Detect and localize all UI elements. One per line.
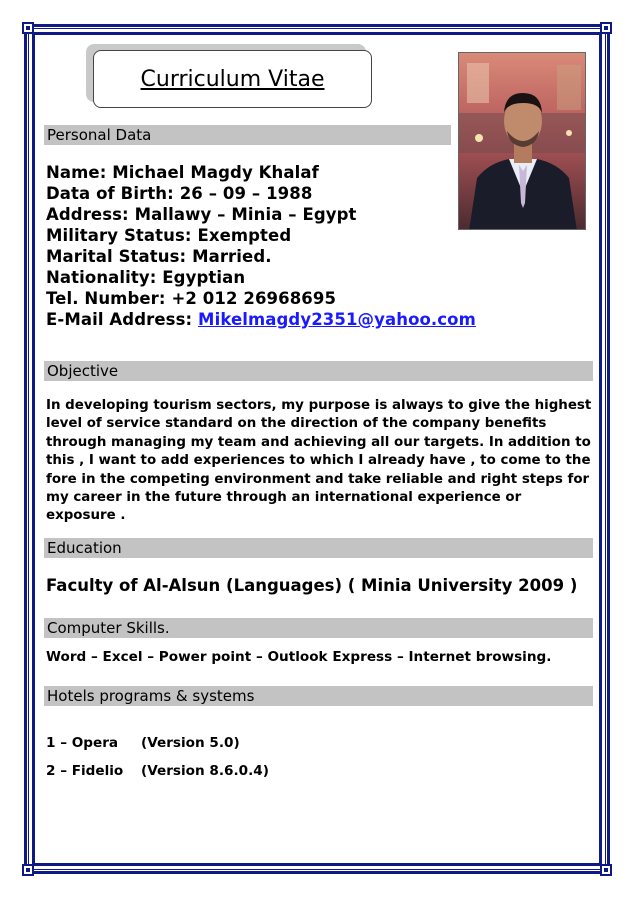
corner-ornament-icon bbox=[600, 864, 612, 876]
hotel-program-version: (Version 8.6.0.4) bbox=[141, 763, 269, 779]
portrait-photo-icon bbox=[459, 53, 586, 230]
section-bar-computer bbox=[44, 618, 593, 638]
corner-ornament-icon bbox=[22, 22, 34, 34]
tel-line: Tel. Number: +2 012 26968695 bbox=[46, 289, 337, 308]
name-line: Name: Michael Magdy Khalaf bbox=[46, 163, 319, 182]
hotel-program-version: (Version 5.0) bbox=[141, 735, 240, 751]
objective-paragraph: In developing tourism sectors, my purpose is always to give the highest level of service standard on the direction of the company benefits through managing my team and achieving all our targets. In addition to this , I want to add experiences to which I already have , to come to the fore in the competing environment and take reliable and right steps for my career in the future through an international experience or exposure . bbox=[46, 398, 592, 524]
title-box bbox=[93, 50, 372, 108]
education-line: Faculty of Al-Alsun (Languages) ( Minia University 2009 ) bbox=[46, 576, 578, 595]
address-line: Address: Mallawy – Minia – Egypt bbox=[46, 205, 357, 224]
corner-ornament-icon bbox=[600, 22, 612, 34]
section-title-hotels: Hotels programs & systems bbox=[47, 687, 255, 705]
section-bar-education bbox=[44, 538, 593, 558]
hotel-program-name: 1 – Opera bbox=[46, 735, 119, 751]
marital-line: Marital Status: Married. bbox=[46, 247, 272, 266]
computer-skills-line: Word – Excel – Power point – Outlook Express – Internet browsing. bbox=[46, 649, 552, 665]
section-title-objective: Objective bbox=[47, 362, 119, 380]
email-link[interactable]: Mikelmagdy2351@yahoo.com bbox=[198, 310, 476, 329]
page-title: Curriculum Vitae bbox=[140, 66, 325, 92]
section-title-computer: Computer Skills. bbox=[47, 619, 170, 637]
section-title-personal: Personal Data bbox=[47, 126, 152, 144]
hotel-program-name: 2 – Fidelio bbox=[46, 763, 124, 779]
corner-ornament-icon bbox=[22, 864, 34, 876]
email-line bbox=[46, 309, 476, 330]
portrait-photo bbox=[458, 52, 586, 230]
section-bar-objective bbox=[44, 361, 593, 381]
section-bar-hotels bbox=[44, 686, 593, 706]
section-bar-personal bbox=[44, 125, 451, 145]
dob-line: Data of Birth: 26 – 09 – 1988 bbox=[46, 184, 313, 203]
military-line: Military Status: Exempted bbox=[46, 226, 292, 245]
nationality-line: Nationality: Egyptian bbox=[46, 268, 246, 287]
section-title-education: Education bbox=[47, 539, 122, 557]
email-label: E-Mail Address: bbox=[46, 310, 199, 329]
